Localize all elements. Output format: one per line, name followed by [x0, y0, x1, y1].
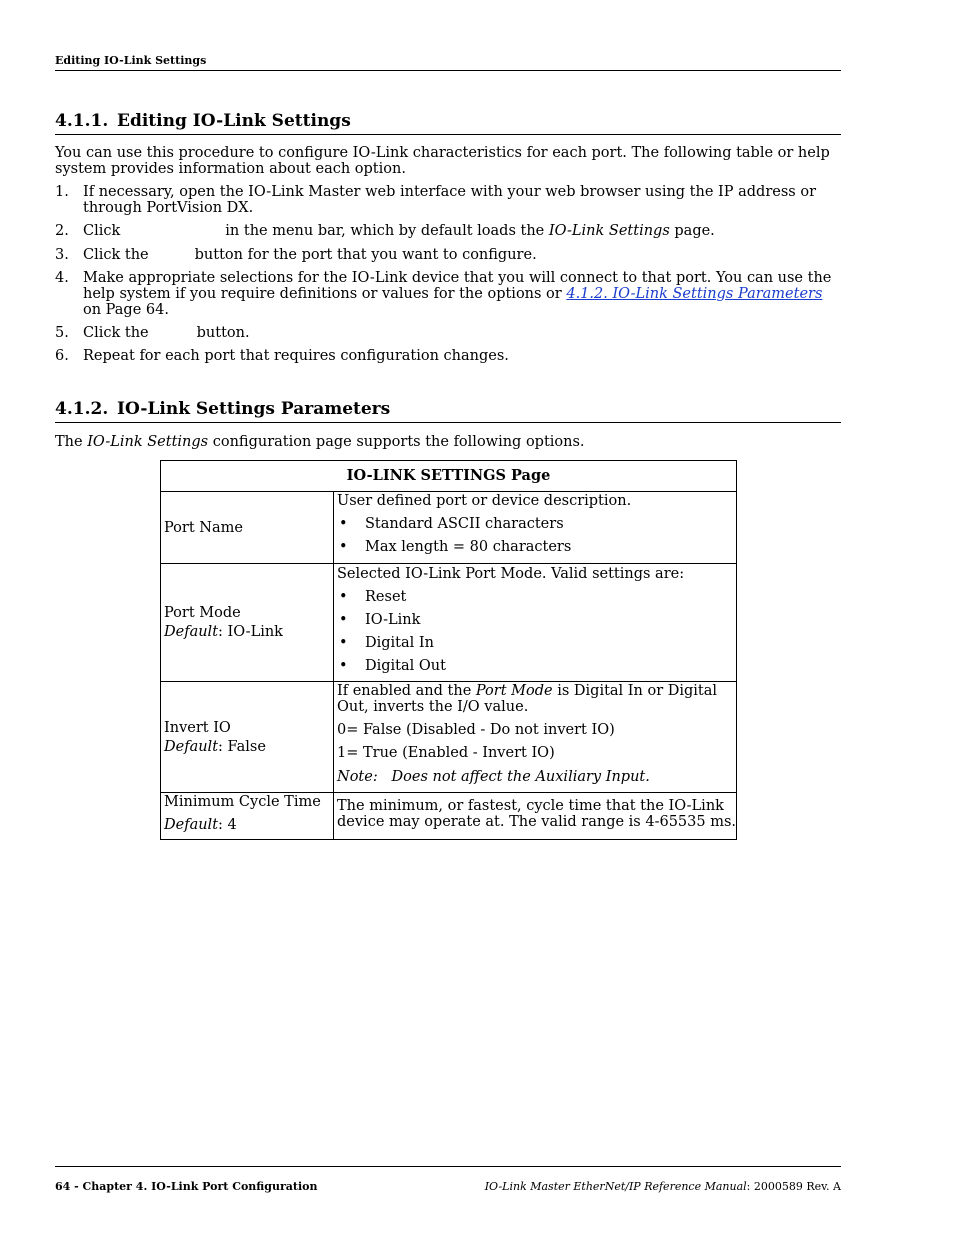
default-label: Default	[164, 624, 219, 640]
table-row	[161, 793, 737, 840]
param-desc	[337, 683, 736, 715]
param-value-line: 0= False (Disabled - Do not invert IO)	[337, 722, 615, 738]
param-name-cell	[161, 492, 334, 564]
io-link-settings-table	[160, 460, 737, 840]
running-head: Editing IO-Link Settings	[55, 54, 207, 67]
table-header-row	[161, 461, 737, 492]
step-number: 2.	[55, 223, 69, 239]
param-name-cell	[161, 564, 334, 682]
step-text-post: button.	[196, 325, 250, 341]
param-value-line: 1= True (Enabled - Invert IO)	[337, 745, 555, 761]
step-number: 4.	[55, 270, 69, 286]
manual-revision: : 2000589 Rev. A	[746, 1180, 841, 1193]
param-desc: User defined port or device description.	[337, 493, 632, 509]
step-number: 1.	[55, 184, 69, 200]
step-text-pre: Click	[83, 223, 121, 239]
param-name: Port Name	[164, 519, 243, 536]
param-default	[164, 624, 333, 640]
step-text-pre: Make appropriate selections for the IO-Link device that you will connect to that port. You can use the help system if you require definitions or values for the options or	[83, 270, 832, 302]
list-item: • Reset	[337, 589, 736, 605]
table-row	[161, 564, 737, 682]
default-label: Default	[164, 738, 219, 755]
header-rule	[55, 70, 841, 71]
param-desc-cell	[334, 682, 737, 793]
section-heading-editing	[55, 111, 841, 131]
param-desc: The minimum, or fastest, cycle time that the IO-Link device may operate at. The valid range is 4-65535 ms.	[337, 798, 737, 830]
param-name-cell	[161, 682, 334, 793]
footer-manual-title	[485, 1180, 841, 1193]
step-text: Repeat for each port that requires configuration changes.	[83, 348, 509, 364]
step-text-italic: IO-Link Settings	[548, 223, 670, 239]
param-name: Minimum Cycle Time	[164, 794, 321, 810]
step-text-post: button for the port that you want to configure.	[194, 247, 537, 263]
step-number: 5.	[55, 325, 69, 341]
param-name: Invert IO	[164, 719, 231, 736]
step-text	[83, 223, 841, 239]
param-desc-cell	[334, 492, 737, 564]
default-value: : IO-Link	[218, 624, 283, 640]
step-text-pre: Click the	[83, 325, 149, 341]
step-text-pre: Click the	[83, 247, 149, 263]
manual-title: IO-Link Master EtherNet/IP Reference Manual	[484, 1180, 747, 1193]
section-rule	[55, 134, 841, 135]
list-item: • Max length = 80 characters	[337, 539, 736, 555]
default-value: : False	[218, 738, 266, 755]
desc-italic: Port Mode	[475, 683, 553, 699]
section-number: 4.1.2.	[55, 399, 109, 419]
step-text-end: page.	[674, 223, 715, 239]
table-row	[161, 492, 737, 564]
section2-intro	[55, 434, 841, 450]
intro-post: configuration page supports the following options.	[212, 434, 585, 450]
step-text: If necessary, open the IO-Link Master web interface with your web browser using the IP address or through PortVision DX.	[83, 184, 817, 216]
default-value: : 4	[218, 817, 237, 833]
table-header: IO-LINK SETTINGS Page	[161, 461, 737, 492]
section1-intro: You can use this procedure to configure IO-Link characteristics for each port. The following table or help system provides information about each option.	[55, 145, 830, 177]
step-text	[83, 247, 841, 263]
section-heading-parameters	[55, 399, 841, 419]
default-label: Default	[164, 817, 219, 833]
list-item: • Digital In	[337, 635, 736, 651]
footer-rule	[55, 1166, 841, 1167]
table-row	[161, 682, 737, 793]
desc-pre: If enabled and the	[337, 683, 472, 699]
step-text	[83, 325, 841, 341]
step-text-post: on Page 64.	[83, 302, 169, 318]
section-rule	[55, 422, 841, 423]
footer-page-chapter: 64 - Chapter 4. IO-Link Port Configuration	[55, 1180, 318, 1193]
param-note: Note: Does not affect the Auxiliary Input.	[337, 769, 650, 785]
param-desc-cell	[334, 793, 737, 840]
step-text	[83, 270, 841, 318]
param-name-cell	[161, 793, 334, 840]
cross-reference-link[interactable]: 4.1.2. IO-Link Settings Parameters	[566, 286, 823, 302]
param-desc: Selected IO-Link Port Mode. Valid settings are:	[337, 566, 685, 582]
section-title: IO-Link Settings Parameters	[117, 399, 391, 419]
param-default	[164, 817, 333, 833]
list-item: • Digital Out	[337, 658, 736, 674]
step-text-post: in the menu bar, which by default loads the	[225, 223, 545, 239]
param-name: Port Mode	[164, 605, 241, 621]
step-number: 3.	[55, 247, 69, 263]
param-default	[164, 739, 333, 755]
step-4	[55, 270, 841, 318]
list-item: • IO-Link	[337, 612, 736, 628]
list-item: • Standard ASCII characters	[337, 516, 736, 532]
intro-italic: IO-Link Settings	[87, 434, 209, 450]
section-title: Editing IO-Link Settings	[117, 111, 351, 131]
desc-post: is Digital In or Digital Out, inverts the I/O value.	[337, 683, 718, 715]
section-number: 4.1.1.	[55, 111, 109, 131]
param-desc-cell	[334, 564, 737, 682]
intro-pre: The	[55, 434, 83, 450]
step-number: 6.	[55, 348, 69, 364]
